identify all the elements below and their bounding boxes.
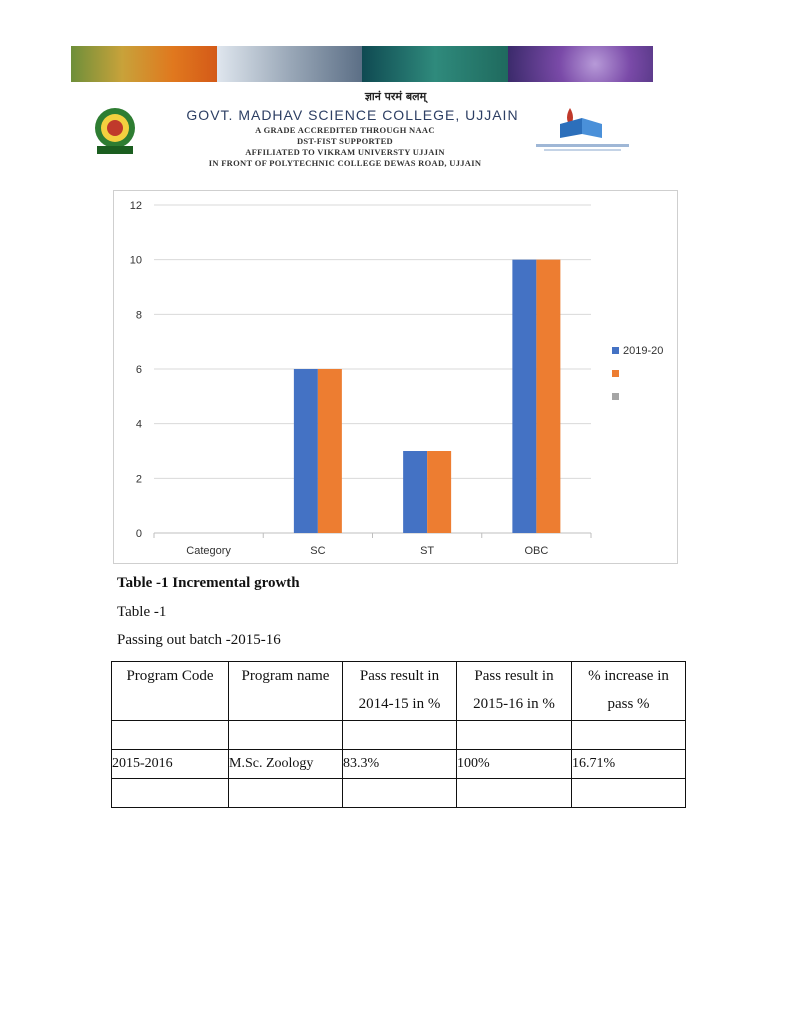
- table-cell: [112, 721, 229, 750]
- header-line-address: IN FRONT OF POLYTECHNIC COLLEGE DEWAS ROAD, UJJAIN: [208, 158, 482, 168]
- header-pass-2015-16: Pass result in 2015-16 in %: [457, 662, 572, 721]
- legend-label: 2019-20: [623, 345, 664, 357]
- table-row: [112, 750, 686, 779]
- bar: [512, 260, 536, 533]
- cell-pass-2014-15: 83.3%: [343, 750, 457, 779]
- cell-program-name: M.Sc. Zoology: [229, 750, 343, 779]
- bar: [318, 369, 342, 533]
- bar: [403, 451, 427, 533]
- table-cell: [343, 779, 457, 808]
- x-tick-label: ST: [420, 545, 435, 557]
- legend-swatch: [612, 370, 619, 377]
- batch-label: Passing out batch -2015-16: [117, 632, 281, 648]
- y-tick-label: 2: [135, 473, 142, 486]
- table-label: Table -1: [117, 604, 167, 620]
- table-cell: [457, 721, 572, 750]
- table-row: [112, 721, 686, 750]
- y-tick-label: 8: [135, 309, 142, 322]
- bar: [427, 451, 451, 533]
- y-tick-label: 6: [135, 364, 142, 376]
- cell-program-code: 2015-2016: [112, 750, 229, 779]
- college-name: GOVT. MADHAV SCIENCE COLLEGE, UJJAIN: [186, 107, 519, 123]
- bar: [294, 369, 318, 533]
- table-cell: [572, 721, 686, 750]
- iqac-logo-icon: [530, 104, 635, 154]
- college-motto: ज्ञानं परमं बलम्: [364, 90, 427, 103]
- table-cell: [343, 721, 457, 750]
- header-line-accreditation: A GRADE ACCREDITED THROUGH NAAC: [255, 125, 435, 135]
- table-cell: [112, 779, 229, 808]
- bar-chart: [113, 190, 678, 564]
- banner-image-molecules: [362, 46, 508, 82]
- table-cell: [229, 779, 343, 808]
- y-tick-label: 4: [135, 418, 142, 431]
- header-line-affiliation: AFFILIATED TO VIKRAM UNIVERSTY UJJAIN: [245, 147, 445, 157]
- legend-swatch: [612, 347, 619, 354]
- header-increase: % increase in pass %: [572, 662, 686, 721]
- cell-pass-2015-16: 100%: [457, 750, 572, 779]
- header-pass-2014-15: Pass result in 2014-15 in %: [343, 662, 457, 721]
- table-cell: [572, 779, 686, 808]
- table-cell: [229, 721, 343, 750]
- x-tick-label: OBC: [524, 545, 549, 557]
- banner-image-robot: [217, 46, 363, 82]
- y-tick-label: 10: [129, 254, 142, 267]
- legend-swatch: [612, 393, 619, 400]
- section-heading: Table -1 Incremental growth: [117, 575, 300, 591]
- header-program-name: Program name: [229, 662, 343, 721]
- x-tick-label: Category: [186, 545, 231, 557]
- y-tick-label: 12: [129, 200, 142, 212]
- banner-image-atoms: [508, 46, 654, 82]
- bar: [536, 260, 560, 533]
- x-tick-label: SC: [310, 545, 326, 557]
- header-program-code: Program Code: [112, 662, 229, 721]
- header-banner: [71, 46, 653, 82]
- header-line-dst: DST-FIST SUPPORTED: [296, 136, 394, 146]
- cell-increase: 16.71%: [572, 750, 686, 779]
- table-header-row: [112, 662, 686, 721]
- results-table: [111, 661, 686, 808]
- banner-image-chemistry: [71, 46, 217, 82]
- table-cell: [457, 779, 572, 808]
- chart-canvas: [114, 191, 679, 565]
- table-row: [112, 779, 686, 808]
- y-tick-label: 0: [135, 528, 142, 540]
